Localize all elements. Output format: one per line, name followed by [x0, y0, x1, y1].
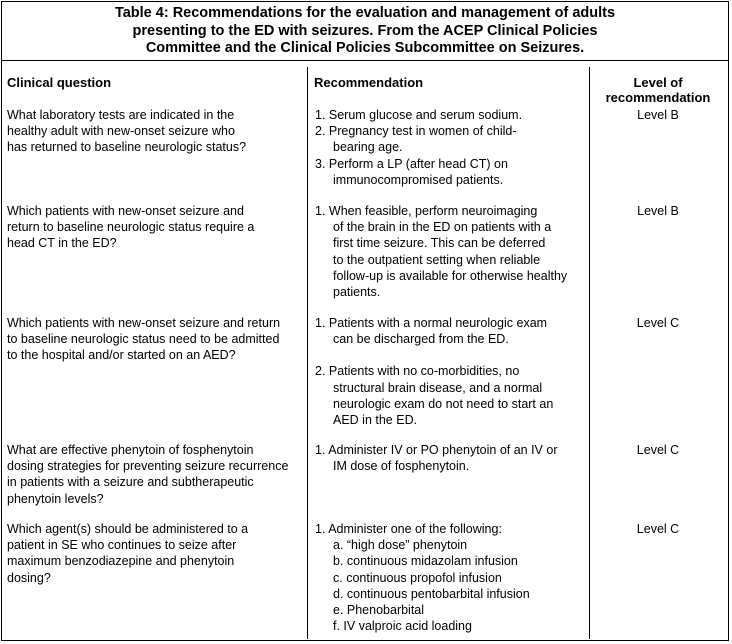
- header-recommendation: Recommendation: [314, 75, 424, 90]
- recommendation-line: patients.: [333, 285, 381, 300]
- question-line: phenytoin levels?: [7, 491, 104, 506]
- question-line: to the hospital and/or started on an AED?: [7, 348, 236, 363]
- table-row-level: Level C: [636, 443, 680, 457]
- title-line: presenting to the ED with seizures. From the ACEP Clinical Policies: [132, 22, 598, 39]
- recommendation-line: 1. Administer one of the following:: [315, 522, 502, 536]
- recommendation-line: 1. Patients with a normal neurologic exam: [315, 316, 548, 330]
- question-line: return to baseline neurologic status require a: [7, 220, 255, 235]
- recommendation-line: 2. Pregnancy test in women of child-: [315, 124, 517, 139]
- recommendation-line: e. Phenobarbital: [333, 603, 425, 618]
- recommendation-line: AED in the ED.: [333, 413, 418, 428]
- table-frame: [1, 1, 729, 641]
- recommendation-line: 3. Perform a LP (after head CT) on: [315, 156, 508, 171]
- question-line: Which agent(s) should be administered to a: [7, 522, 249, 536]
- table-row-level: Level B: [637, 108, 679, 122]
- question-line: What laboratory tests are indicated in the: [7, 108, 235, 122]
- recommendation-line: d. continuous pentobarbital infusion: [333, 586, 530, 601]
- recommendation-line: can be discharged from the ED.: [333, 332, 509, 347]
- recommendation-line: neurologic exam do not need to start an: [333, 396, 554, 411]
- table-row-recommendation: [315, 107, 522, 188]
- table-row-recommendation: [315, 203, 567, 300]
- question-line: maximum benzodiazepine and phenytoin: [7, 554, 235, 569]
- question-line: in patients with a seizure and subtherapeutic: [7, 475, 254, 490]
- recommendation-line: 2. Patients with no co-morbidities, no: [315, 364, 520, 379]
- table-row-question: [7, 521, 248, 586]
- column-divider-right: [589, 67, 590, 639]
- table-row-level: Level C: [636, 522, 680, 536]
- question-line: dosing strategies for preventing seizure recurrence: [7, 459, 289, 474]
- recommendation-line: f. IV valproic acid loading: [333, 619, 472, 634]
- question-line: has returned to baseline neurologic status?: [7, 140, 247, 155]
- header-level-line: recommendation: [605, 90, 711, 105]
- table-row-question: [7, 107, 246, 156]
- question-line: Which patients with new-onset seizure and return: [7, 316, 281, 330]
- table-row-recommendation: [315, 315, 553, 428]
- recommendation-line: structural brain disease, and a normal: [333, 380, 543, 395]
- recommendation-line: 1. Administer IV or PO phenytoin of an IV or: [315, 443, 558, 457]
- recommendation-line: a. “high dose” phenytoin: [333, 538, 468, 553]
- question-line: patient in SE who continues to seize after: [7, 538, 237, 553]
- header-level: [591, 75, 725, 105]
- title-rule: [2, 60, 728, 61]
- question-line: What are effective phenytoin of fosphenytoin: [7, 443, 254, 457]
- table-row-recommendation: [315, 442, 558, 474]
- recommendation-line: follow-up is available for otherwise healthy: [333, 268, 568, 283]
- table-row-question: [7, 203, 254, 252]
- recommendation-line: bearing age.: [333, 140, 403, 155]
- question-line: head CT in the ED?: [7, 236, 117, 251]
- table-row-question: [7, 442, 288, 507]
- header-level-line: Level of: [633, 75, 683, 90]
- recommendation-line: 1. Serum glucose and serum sodium.: [315, 108, 523, 122]
- title-line: Committee and the Clinical Policies Subcommittee on Seizures.: [145, 40, 585, 56]
- table-row-recommendation: [315, 521, 530, 634]
- recommendation-line: first time seizure. This can be deferred: [333, 236, 546, 251]
- question-line: healthy adult with new-onset seizure who: [7, 124, 235, 139]
- recommendation-line: immunocompromised patients.: [333, 172, 504, 187]
- title-line: Table 4: Recommendations for the evaluation and management of adults: [114, 5, 616, 21]
- recommendation-spacer: [315, 347, 553, 363]
- recommendation-line: IM dose of fosphenytoin.: [333, 459, 470, 474]
- table-row-question: [7, 315, 280, 364]
- recommendation-line: to the outpatient setting when reliable: [333, 252, 541, 267]
- recommendation-line: c. continuous propofol infusion: [333, 570, 502, 585]
- column-divider-left: [307, 67, 308, 639]
- question-line: dosing?: [7, 570, 51, 585]
- recommendation-line: b. continuous midazolam infusion: [333, 554, 518, 569]
- question-line: to baseline neurologic status need to be admitted: [7, 332, 280, 347]
- question-line: Which patients with new-onset seizure and: [7, 204, 244, 218]
- table-title: [2, 5, 728, 58]
- recommendation-line: 1. When feasible, perform neuroimaging: [315, 204, 538, 218]
- table-row-level: Level C: [636, 316, 680, 330]
- header-clinical-question: Clinical question: [7, 75, 112, 90]
- table-row-level: Level B: [637, 204, 679, 218]
- recommendation-line: of the brain in the ED on patients with a: [333, 220, 552, 235]
